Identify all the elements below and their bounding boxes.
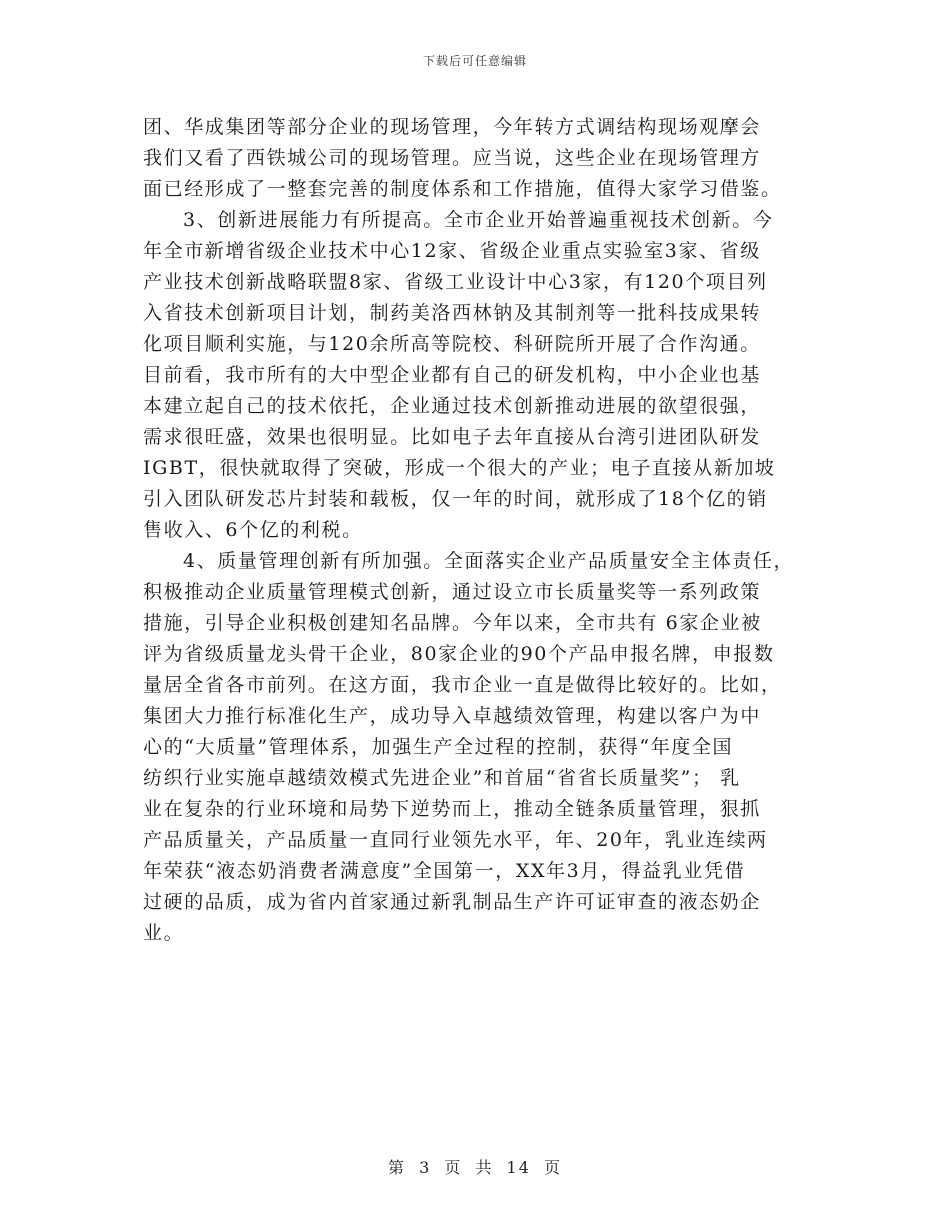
body-line: 业在复杂的行业环境和局势下逆势而上，推动全链条质量管理，狠抓	[143, 798, 762, 820]
body-line: 评为省级质量龙头骨干企业，80家企业的90个产品申报名牌，申报数	[143, 643, 775, 665]
body-line: 过硬的品质，成为省内首家通过新乳制品生产许可证审查的液态奶企	[143, 891, 762, 913]
body-line: 产业技术创新战略联盟8家、省级工业设计中心3家，有120个项目列	[143, 271, 768, 293]
body-line: 心的“大质量”管理体系，加强生产全过程的控制，获得“年度全国	[143, 736, 734, 758]
body-line: 集团大力推行标准化生产，成功导入卓越绩效管理，构建以客户为中	[143, 705, 762, 727]
body-line: 目前看，我市所有的大中型企业都有自己的研发机构，中小企业也基	[143, 364, 762, 386]
page-header: 下载后可任意编辑	[422, 54, 527, 68]
body-line: 化项目顺利实施，与120余所高等院校、科研院所开展了合作沟通。	[143, 333, 761, 355]
body-line: 措施，引导企业积极创建知名品牌。今年以来，全市共有 6家企业被	[143, 612, 762, 634]
body-line: 售收入、6个亿的利税。	[143, 519, 363, 541]
paragraph-start-3: 3、创新进展能力有所提高。全市企业开始普遍重视技术创新。今	[183, 209, 774, 231]
body-line: 年全市新增省级企业技术中心12家、省级企业重点实验室3家、省级	[143, 240, 761, 262]
body-line: 产品质量关，产品质量一直同行业领先水平，年、20年，乳业连续两	[143, 829, 768, 851]
body-line: 年荣获“液态奶消费者满意度”全国第一，XX年3月，得益乳业凭借	[143, 860, 746, 882]
page-number-footer: 第 3 页 共 14 页	[388, 1158, 562, 1177]
paragraph-start-4: 4、质量管理创新有所加强。全面落实企业产品质量安全主体责任，	[183, 550, 795, 572]
body-line: 需求很旺盛，效果也很明显。比如电子去年直接从台湾引进团队研发	[143, 426, 762, 448]
body-line: 业。	[143, 922, 185, 944]
body-line: 纺织行业实施卓越绩效模式先进企业”和首届“省省长质量奖”； 乳	[143, 767, 741, 789]
body-line: 我们又看了西铁城公司的现场管理。应当说，这些企业在现场管理方	[143, 147, 762, 169]
body-line: 团、华成集团等部分企业的现场管理，今年转方式调结构现场观摩会	[143, 116, 762, 138]
body-line: 面已经形成了一整套完善的制度体系和工作措施，值得大家学习借鉴。	[143, 178, 782, 200]
body-line: IGBT，很快就取得了突破，形成一个很大的产业；电子直接从新加坡	[143, 457, 776, 479]
body-line: 引入团队研发芯片封装和载板，仅一年的时间，就形成了18个亿的销	[143, 488, 768, 510]
body-line: 入省技术创新项目计划，制药美洛西林钠及其制剂等一批科技成果转	[143, 302, 762, 324]
body-line: 积极推动企业质量管理模式创新，通过设立市长质量奖等一系列政策	[143, 581, 762, 603]
document-body	[143, 112, 823, 949]
body-line: 本建立起自己的技术依托，企业通过技术创新推动进展的欲望很强，	[143, 395, 762, 417]
body-line: 量居全省各市前列。在这方面，我市企业一直是做得比较好的。比如，	[143, 674, 782, 696]
